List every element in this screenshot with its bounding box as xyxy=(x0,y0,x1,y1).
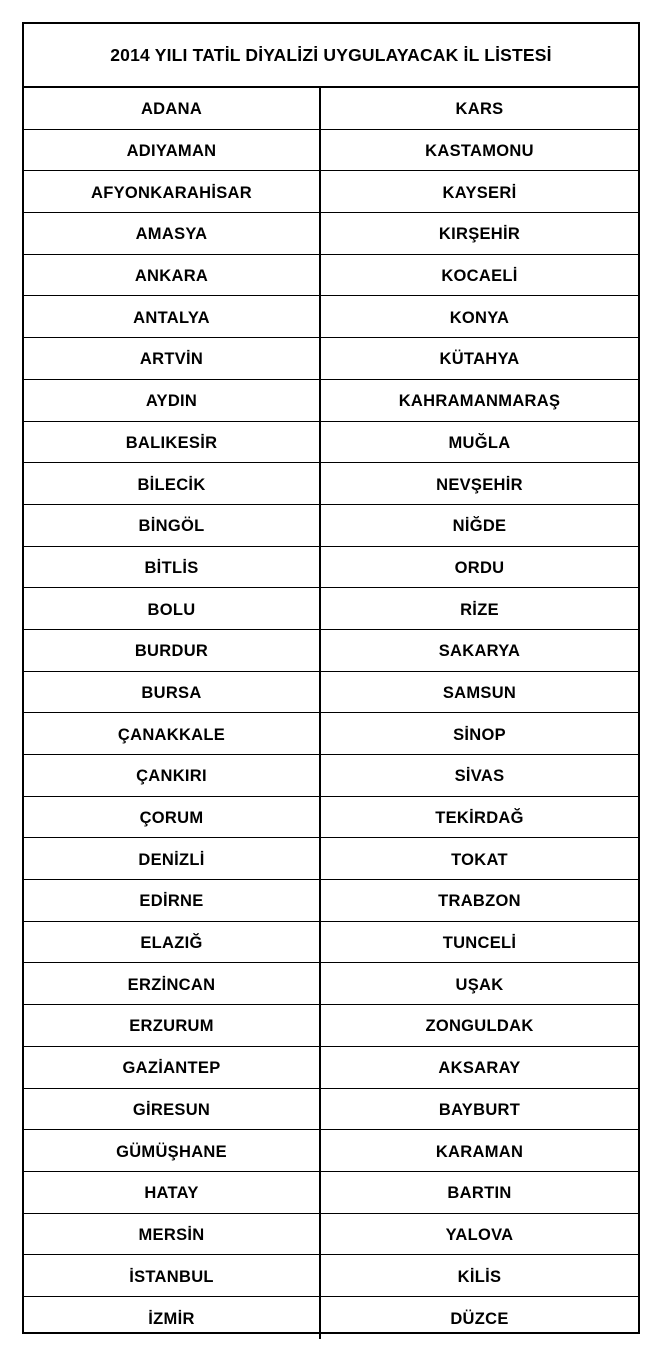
table-row xyxy=(24,547,638,589)
table-row xyxy=(24,505,638,547)
table-row xyxy=(24,171,638,213)
province-cell-left: ÇANAKKALE xyxy=(24,713,321,754)
table-row xyxy=(24,1297,638,1339)
table-row xyxy=(24,755,638,797)
province-cell-right: TRABZON xyxy=(438,892,521,911)
province-cell-right: YALOVA xyxy=(445,1225,514,1244)
province-cell-right: UŞAK xyxy=(455,975,504,994)
table-row xyxy=(24,255,638,297)
province-cell-right: SİVAS xyxy=(454,767,505,786)
province-cell-right: KAYSERİ xyxy=(442,183,517,202)
table-row xyxy=(24,838,638,880)
province-cell-right: KONYA xyxy=(449,308,510,327)
table-row xyxy=(24,1255,638,1297)
province-cell-left: İZMİR xyxy=(24,1297,321,1339)
province-cell-right: BAYBURT xyxy=(438,1100,521,1119)
province-cell-right: KOCAELİ xyxy=(441,267,518,286)
province-cell-right: TOKAT xyxy=(451,850,508,869)
province-cell-right: KARAMAN xyxy=(435,1142,524,1161)
province-cell-right: SAMSUN xyxy=(442,683,517,702)
table-row xyxy=(24,1214,638,1256)
table-row xyxy=(24,1172,638,1214)
table-row xyxy=(24,422,638,464)
province-cell-right: SİNOP xyxy=(453,725,506,744)
province-cell-left: ERZURUM xyxy=(24,1005,321,1046)
province-cell-left: ERZİNCAN xyxy=(24,963,321,1004)
province-cell-left: ADANA xyxy=(24,88,321,129)
province-cell-left: BİLECİK xyxy=(24,463,321,504)
province-cell-right: KÜTAHYA xyxy=(439,350,520,369)
table-row xyxy=(24,672,638,714)
table-row xyxy=(24,922,638,964)
table-row xyxy=(24,797,638,839)
province-cell-left: DENİZLİ xyxy=(24,838,321,879)
table-row xyxy=(24,1089,638,1131)
table-row xyxy=(24,630,638,672)
province-cell-right: KIRŞEHİR xyxy=(438,225,521,244)
province-cell-left: AYDIN xyxy=(24,380,321,421)
province-cell-right: BARTIN xyxy=(447,1184,512,1203)
province-cell-right: ZONGULDAK xyxy=(425,1017,534,1036)
table-row xyxy=(24,1130,638,1172)
table-row xyxy=(24,88,638,130)
province-cell-right: NİĞDE xyxy=(452,517,507,536)
province-cell-left: GÜMÜŞHANE xyxy=(24,1130,321,1171)
table-row xyxy=(24,463,638,505)
province-cell-right: TUNCELİ xyxy=(442,934,517,953)
table-row xyxy=(24,713,638,755)
province-cell-left: ELAZIĞ xyxy=(24,922,321,963)
province-cell-left: AFYONKARAHİSAR xyxy=(24,171,321,212)
table-title: 2014 YILI TATİL DİYALİZİ UYGULAYACAK İL LİSTESİ xyxy=(24,24,638,88)
province-cell-left: ANKARA xyxy=(24,255,321,296)
province-cell-left: ANTALYA xyxy=(24,296,321,337)
province-cell-left: ÇANKIRI xyxy=(24,755,321,796)
province-cell-right: SAKARYA xyxy=(438,642,521,661)
table-row xyxy=(24,1047,638,1089)
province-cell-left: BALIKESİR xyxy=(24,422,321,463)
province-cell-left: BURSA xyxy=(24,672,321,713)
table-row xyxy=(24,1005,638,1047)
table-row xyxy=(24,963,638,1005)
province-cell-left: BİTLİS xyxy=(24,547,321,588)
province-cell-left: BURDUR xyxy=(24,630,321,671)
province-list-table xyxy=(22,22,640,1334)
province-cell-right: ORDU xyxy=(454,558,505,577)
province-cell-left: AMASYA xyxy=(24,213,321,254)
province-cell-right: MUĞLA xyxy=(448,433,511,452)
province-cell-right: NEVŞEHİR xyxy=(436,475,523,494)
province-cell-right: KASTAMONU xyxy=(425,142,534,161)
table-row xyxy=(24,130,638,172)
province-cell-left: GİRESUN xyxy=(24,1089,321,1130)
table-row xyxy=(24,296,638,338)
province-cell-right: RİZE xyxy=(460,600,499,619)
province-cell-left: EDİRNE xyxy=(24,880,321,921)
province-cell-left: MERSİN xyxy=(24,1214,321,1255)
province-cell-left: İSTANBUL xyxy=(24,1255,321,1296)
table-row xyxy=(24,338,638,380)
table-row xyxy=(24,213,638,255)
province-cell-right: KİLİS xyxy=(457,1267,502,1286)
province-cell-left: BİNGÖL xyxy=(24,505,321,546)
province-cell-right: DÜZCE xyxy=(450,1309,509,1328)
province-cell-left: BOLU xyxy=(24,588,321,629)
province-cell-right: KAHRAMANMARAŞ xyxy=(398,392,561,411)
province-cell-right: KARS xyxy=(455,100,504,119)
province-cell-left: HATAY xyxy=(24,1172,321,1213)
table-row xyxy=(24,880,638,922)
province-cell-right: AKSARAY xyxy=(438,1059,521,1078)
table-body xyxy=(24,88,638,1339)
table-row xyxy=(24,380,638,422)
province-cell-left: ADIYAMAN xyxy=(24,130,321,171)
province-cell-left: GAZİANTEP xyxy=(24,1047,321,1088)
province-cell-left: ÇORUM xyxy=(24,797,321,838)
province-cell-left: ARTVİN xyxy=(24,338,321,379)
table-row xyxy=(24,588,638,630)
province-cell-right: TEKİRDAĞ xyxy=(435,809,524,828)
